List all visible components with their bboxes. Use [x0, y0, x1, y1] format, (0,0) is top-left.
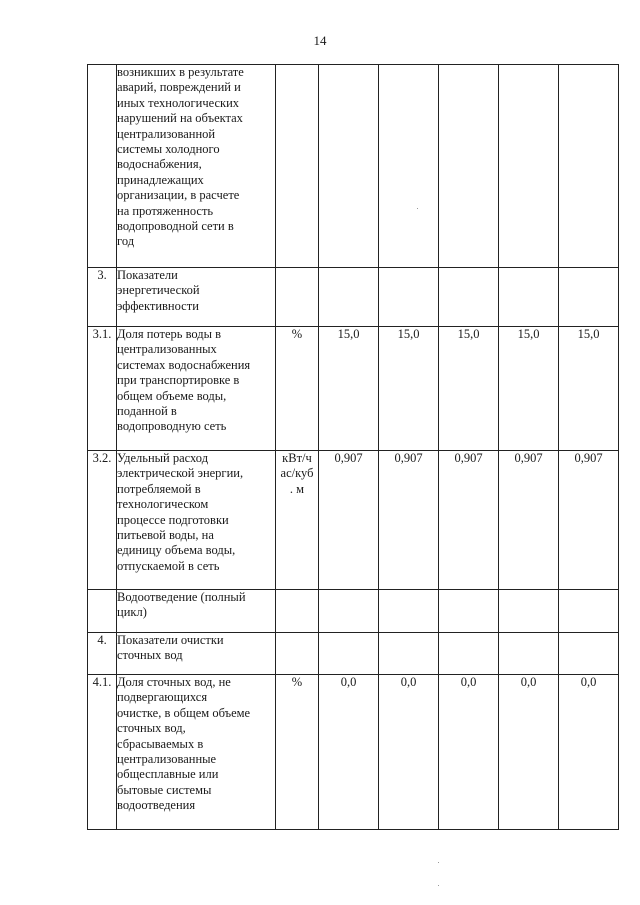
unit-cell [276, 65, 319, 268]
value-cell [499, 633, 559, 675]
table-row [88, 633, 619, 675]
value-cell: 15,0 [319, 327, 379, 451]
value-cell: 0,907 [499, 451, 559, 590]
value-cell: 0,0 [319, 675, 379, 830]
table-row [88, 327, 619, 451]
indicator-name-line: общесплавные или [117, 767, 219, 782]
indicator-name-line: процессе подготовки [117, 512, 229, 527]
table-row [88, 675, 619, 830]
indicator-name-line: системы холодного [117, 142, 220, 157]
value-cell [439, 268, 499, 327]
indicator-name [117, 268, 276, 327]
indicator-name-line: водоснабжения, [117, 157, 202, 172]
indicator-name-line: технологическом [117, 497, 209, 512]
indicator-name-line: цикл) [117, 605, 147, 620]
indicator-name [117, 451, 276, 590]
indicator-name-line: подвергающихся [117, 690, 208, 705]
indicators-table [87, 64, 619, 830]
value-cell: 15,0 [379, 327, 439, 451]
row-number: 4. [88, 633, 117, 675]
indicator-name-line: организации, в расчете [117, 188, 240, 203]
indicator-name-line: бытовые системы [117, 782, 212, 797]
row-number [88, 590, 117, 633]
value-cell [319, 268, 379, 327]
value-cell [559, 633, 619, 675]
unit-line: кВт/ч [282, 451, 312, 465]
row-number [88, 65, 117, 268]
indicator-name-line: Доля потерь воды в [117, 327, 222, 341]
value-cell [499, 65, 559, 268]
value-cell: 0,0 [379, 675, 439, 830]
value-cell [439, 633, 499, 675]
value-cell: 0,0 [439, 675, 499, 830]
indicator-name-line: питьевой воды, на [117, 528, 214, 543]
indicator-name-line: возникших в результате [117, 65, 244, 79]
value-cell: 0,0 [499, 675, 559, 830]
value-cell [379, 65, 439, 268]
value-cell: 0,907 [379, 451, 439, 590]
unit-cell [276, 268, 319, 327]
indicator-name-line: системах водоснабжения [117, 357, 251, 372]
unit-line: . м [289, 481, 305, 496]
value-cell [499, 590, 559, 633]
indicator-name-line: год [117, 234, 135, 249]
value-cell [379, 633, 439, 675]
indicator-name-line: сточных вод [117, 648, 183, 663]
indicator-name-line: сбрасываемых в [117, 736, 204, 751]
value-cell: 0,907 [439, 451, 499, 590]
indicator-name [117, 633, 276, 675]
indicator-name-line: Удельный расход [117, 451, 209, 465]
indicator-name-line: на протяженность [117, 203, 214, 218]
indicator-name-line: иных технологических [117, 95, 240, 110]
row-number: 4.1. [88, 675, 117, 830]
value-cell [379, 590, 439, 633]
indicator-name-line: при транспортировке в [117, 373, 240, 388]
value-cell [319, 633, 379, 675]
indicator-name-line: аварий, повреждений и [117, 80, 241, 95]
value-cell: 15,0 [559, 327, 619, 451]
indicator-name-line: Доля сточных вод, не [117, 675, 231, 689]
indicator-name-line: энергетической [117, 283, 200, 298]
scan-speck [438, 885, 439, 886]
scan-speck [438, 862, 439, 863]
unit-cell: % [276, 327, 319, 451]
indicator-name-line: единицу объема воды, [117, 543, 236, 558]
row-number: 3. [88, 268, 117, 327]
table-row [88, 268, 619, 327]
indicator-name-line: отпускаемой в сеть [117, 558, 220, 573]
page-number: 14 [313, 33, 327, 48]
value-cell [499, 268, 559, 327]
indicator-name-line: электрической энергии, [117, 466, 244, 481]
indicator-name-line: сточных вод, [117, 721, 186, 736]
value-cell: 0,907 [319, 451, 379, 590]
row-number: 3.1. [88, 327, 117, 451]
table-row [88, 65, 619, 268]
value-cell: 0,907 [559, 451, 619, 590]
indicator-name-line: водоотведения [117, 798, 196, 813]
indicator-name-line: Водоотведение (полный [117, 590, 246, 604]
indicator-name [117, 590, 276, 633]
value-cell [319, 590, 379, 633]
table-row [88, 590, 619, 633]
indicator-name-line: принадлежащих [117, 172, 204, 187]
value-cell: 15,0 [499, 327, 559, 451]
value-cell: 0,0 [559, 675, 619, 830]
indicator-name-line: централизованных [117, 342, 217, 357]
value-cell [559, 65, 619, 268]
indicator-name-line: общем объеме воды, [117, 388, 227, 403]
unit-cell: % [276, 675, 319, 830]
value-cell [559, 268, 619, 327]
unit-cell [276, 590, 319, 633]
unit-cell [276, 633, 319, 675]
value-cell [439, 590, 499, 633]
row-number: 3.2. [88, 451, 117, 590]
value-cell [319, 65, 379, 268]
indicator-name-line: Показатели [117, 268, 178, 282]
value-cell [559, 590, 619, 633]
indicator-name [117, 675, 276, 830]
indicator-name-line: очистке, в общем объеме [117, 705, 251, 720]
scan-speck [417, 208, 418, 209]
value-cell: 15,0 [439, 327, 499, 451]
indicator-name-line: эффективности [117, 298, 199, 313]
value-cell [379, 268, 439, 327]
indicator-name [117, 327, 276, 451]
indicator-name-line: водопроводную сеть [117, 419, 227, 434]
indicator-name-line: нарушений на объектах [117, 111, 243, 126]
indicator-name-line: централизованные [117, 752, 217, 767]
indicator-name-line: централизованной [117, 126, 216, 141]
unit-cell [276, 451, 319, 590]
unit-line: ас/куб [280, 466, 314, 481]
indicator-name-line: водопроводной сети в [117, 219, 234, 234]
indicator-name-line: потребляемой в [117, 481, 201, 496]
indicator-name [117, 65, 276, 268]
table-row [88, 451, 619, 590]
indicator-name-line: поданной в [117, 404, 177, 419]
indicator-name-line: Показатели очистки [117, 633, 224, 647]
value-cell [439, 65, 499, 268]
